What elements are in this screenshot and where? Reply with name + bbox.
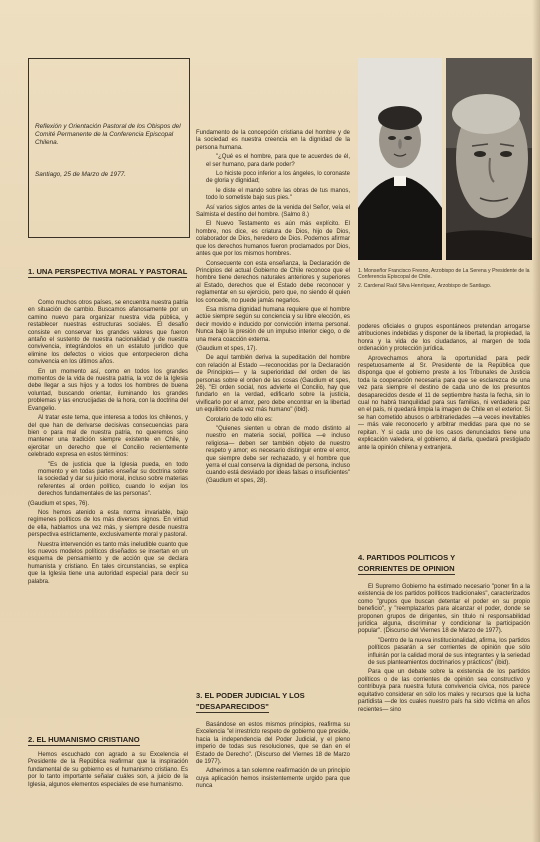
col1-para-3: Al tratar este tema, que interesa a todos los chilenos, y del que han de derivarse decisivas consecuencias para bien o para mal de nuestra patria, no queremos sino mantener una tradición siempre existente en Chile, y ejercitar un derecho que el Concilio recientemente celebrado expresa en estos términos: [28, 415, 188, 459]
col1-para-6: Hemos escuchado con agrado a su Excelencia el Presidente de la República reafirmar que la inspiración fundamental de su gobierno es el humanismo cristiano. Es por lo tanto importante señalar cuáles son, a juicio de la Iglesia, algunos elementos especiales de ese humanismo. [28, 752, 188, 788]
section-3-title-line2: "DESAPARECIDOS" [196, 702, 269, 711]
header-box [28, 58, 190, 238]
col2-para-5: Esa misma dignidad humana requiere que el hombre actúe siempre según su conciencia y su libre elección, es decir movido e inducido por convicción interna personal. Nunca bajo la presión de un impulso interior ciego, o de una mera coacción externa. [196, 306, 350, 343]
col2-para-1: Fundamento de la concepción cristiana del hombre y de la sociedad es nuestra creencia en la dignidad de la persona humana. [196, 130, 350, 151]
section-2-title [28, 734, 188, 746]
col2-para-5-ref: (Gaudium et spes, 17). [196, 345, 258, 352]
section-4-title-line1: 4. PARTIDOS POLITICOS Y [358, 553, 456, 562]
section-2-title-text: 2. EL HUMANISMO CRISTIANO [28, 735, 140, 744]
col3-para-4: Para que un debate sobre la existencia de los partidos políticos o de las corrientes de opinión sea constructivo y contribuya para nuestra futura convivencia cívica, nos parece equitativo considerar en sólo los males y recursos que la lucha partidista —de los cuales nuestro país ha sido víctima en años recientes— sino [358, 669, 530, 713]
col2-quote-1: "¿Qué es el hombre, para que te acuerdes de él, el ser humano, para darle poder? [206, 154, 350, 168]
column-3 [358, 324, 530, 454]
col1-para-2: En un momento así, como en todos los grandes momentos de la vida de nuestra patria, la voz de la Iglesia debe llegar a sus hijos y a todos los hombres de buena voluntad, buscando orientar, iluminando los grandes problemas y las encrucijadas de la hora, con la doctrina del Evangelio. [28, 368, 188, 412]
col2-para-6: De aquí también deriva la supeditación del hombre con relación al Estado —reconocidas por la Declaración de Principios— y la superioridad del orden de las personas sobre el orden de las cosas (Gaudium et spes, 26). "El orden social, nos advierte el Concilio, hay que fundarlo en la verdad, edificarlo sobre la justicia, vivificarlo por el amor, pero debe encontrar en la libertad un equilibrio cada vez más humano" (ibid). [196, 355, 350, 414]
column-3-bottom [358, 584, 530, 716]
column-2-bottom [196, 722, 350, 793]
col2-para-2: Así varios siglos antes de la venida del Señor, veía el Salmista el destino del hombre. (Salmo 8.) [196, 204, 350, 219]
document-date: Santiago, 25 de Marzo de 1977. [35, 171, 126, 178]
col2-para-7: Corolario de todo ello es: [206, 416, 273, 423]
col2-para-8: Basándose en estos mismos principios, reafirma su Excelencia "el irrestricto respeto de gobierno que preside, hacia la independencia del Poder Judicial, y el pleno imperio de todas sus resoluciones, que se dan en el Estado de Derecho". (Discurso del Viernes 18 de Marzo de 1977). [196, 722, 350, 766]
section-4-title-line2: CORRIENTES DE OPINION [358, 564, 455, 573]
page-edge-shadow [532, 0, 540, 842]
photo-cardinal-silva [446, 58, 532, 260]
col2-quote-4: "Quienes sienten u obran de modo distinto al nuestro en materia social, política —e incluso religiosa— deben ser también objeto de nuestro respeto y amor; es necesario distinguir entre el error, que siempre debe ser rechazado, y el hombre que yerra el cual conserva la dignidad de persona, incluso cuando está desviado por ideas falsas o insuficientes" (Gaudium et spes, 28). [206, 426, 350, 484]
column-2 [196, 130, 350, 487]
caption-2: 2. Cardenal Raúl Silva Henríquez, Arzobispo de Santiago. [358, 282, 492, 289]
col2-para-4: Consecuente con esta enseñanza, la Declaración de Principios del actual Gobierno de Chile reconoce que el hombre tiene derechos naturales anteriores y superiores al Estado, derechos que el Estado debe reconocer y reglamentar en su ejercicio, pero que, no siendo él quien los concede, no puede jamás negarlos. [196, 260, 350, 304]
section-3-title [196, 690, 350, 713]
col3-para-1: poderes oficiales o grupos espontáneos pretendan arrogarse atribuciones indebidas y disponer de la libertad, la propiedad, la honra y la vida de los ciudadanos, al margen de toda ordenación y protección jurídica. [358, 324, 530, 353]
col2-para-9: Adherimos a tan solemne reafirmación de un principio cuya aplicación hemos insistentemente urgido para que nunca [196, 768, 350, 790]
col1-para-1: Como muchos otros países, se encuentra nuestra patria en situación de cambio. Buscamos afanosamente por un camino nuevo para organizar nuestra vida pública, y restablecer nuestras estructuras sociales. El desafío consiste en conservar los grandes valores que fueron antaño el sustento de nuestra nacionalidad y de nuestra convivencia, integrándolos en un estatuto jurídico que elimine los defectos o vicios que entorpecieron dicha convivencia en los últimos años. [28, 300, 188, 366]
section-1-title-text: 1. UNA PERSPECTIVA MORAL Y PASTORAL [28, 267, 188, 276]
section-4-title [358, 552, 530, 575]
section-3-title-line1: 3. EL PODER JUDICIAL Y LOS [196, 691, 305, 700]
document-title: Reflexión y Orientación Pastoral de los Obispos del Comité Permanente de la Conferencia Episcopal Chilena. [35, 123, 181, 146]
col1-para-5: Nuestra intervención es tanto más ineludible cuanto que los nuevos modelos políticos diseñados se insertan en un esquema de pensamiento y de acción que se declara humanista y cristiano. En tales circunstancias, se explica que la Iglesia tiene una autoridad especial para decir su palabra. [28, 541, 188, 585]
photo-captions [358, 268, 530, 291]
col1-para-4: Nos hemos atenido a esta norma invariable, bajo regímenes políticos de los más diversos signos. En virtud de ella, hablamos una vez más, y siempre desde nuestra perspectiva estrictamente, exclusivamente moral y pastoral. [28, 509, 188, 539]
section-1-title [28, 266, 188, 278]
col3-quote-1: "Dentro de la nueva institucionalidad, afirma, los partidos políticos pasarán a ser corrientes de opinión que sólo influirán por la calidad moral de sus integrantes y la seriedad de sus planteamientos doctrinarios y prácticos" (ibid). [368, 637, 530, 667]
col1-quote-1-ref: (Gaudium et spes, 76). [28, 500, 90, 507]
col2-quote-2: Lo hiciste poco inferior a los ángeles, lo coronaste de gloria y dignidad; [206, 171, 350, 185]
col3-para-2: Aprovechamos ahora la oportunidad para pedir respetuosamente al Sr. Presidente de la República que disponga que el gobierno preste a los Tribunales de Justicia toda la cooperación necesaria para que se esclarezca de una vez para siempre el destino de cada uno de los presuntos desaparecidos desde el 11 de septiembre hasta la fecha, sin lo cual no habrá tranquilidad para sus familias, ni verdadera paz en el país, ni quedará limpia la imagen de Chile en el exterior. Si se han cometido abusos o arbitrariedades —a veces inevitables— más vale reconocerlo y arbitrar medidas para que no se repitan. Y si cada uno de los casos denunciados tiene una explicación valedera, el gobierno, al darla, quedará prestigiado ante la opinión chilena y extranjera. [358, 355, 530, 451]
col2-para-3: El Nuevo Testamento es aún más explícito. El hombre, nos dice, es criatura de Dios, hijo de Dios, colaborador de Dios, heredero de Dios. Podemos afirmar que los derechos humanos fueron proclamados por Dios, antes que por los mismos hombres. [196, 221, 350, 258]
col2-quote-3: le diste el mando sobre las obras de tus manos, todo lo sometiste bajo sus pies." [206, 187, 350, 202]
caption-1: 1. Monseñor Francisco Fresno, Arzobispo de La Serena y Presidente de la Conferencia Episcopal de Chile. [358, 268, 530, 281]
col1-quote-1: "Es de justicia que la Iglesia pueda, en todo momento y en todas partes enseñar su doctrina sobre la sociedad y dar su juicio moral, incluso sobre materias referentes al orden político, cuando lo exijan los derechos fundamentales de las personas". [38, 461, 188, 498]
column-1-bottom [28, 752, 188, 791]
col3-para-3: El Supremo Gobierno ha estimado necesario "poner fin a la existencia de los partidos políticos tradicionales", caracterizados como "grupos que buscan detentar el poder en su propio beneficio", y "reemplazarlos para alcanzar el poder, donde se proponen grupos de dirigentes, sin título ni responsabilidad jurídica alguna, discriminar y condicionar la participación popular". (Discurso del Viernes 18 de Marzo de 1977). [358, 584, 530, 635]
column-1 [28, 300, 188, 588]
photo-bishop-fresno [358, 58, 442, 260]
